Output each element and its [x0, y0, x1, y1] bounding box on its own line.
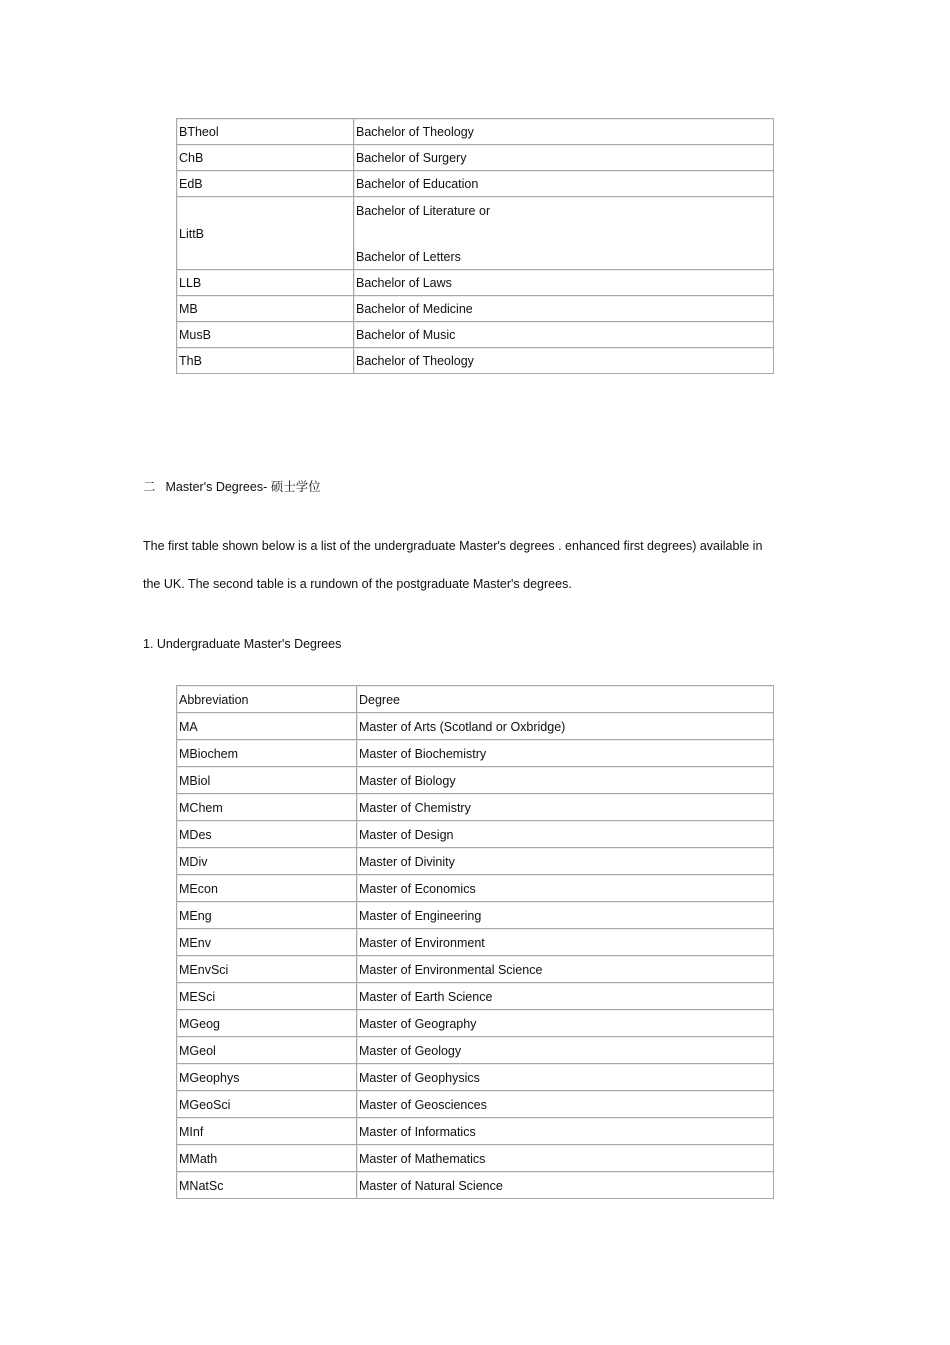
table-row — [177, 713, 773, 739]
table-row — [177, 794, 773, 820]
degree-cell: Master of Environment — [357, 929, 773, 955]
intro-paragraph-line-2: the UK. The second table is a rundown of the postgraduate Master's degrees. — [143, 577, 572, 591]
degree-cell: Master of Biochemistry — [357, 740, 773, 766]
degree-cell: Master of Informatics — [357, 1118, 773, 1144]
table-row — [177, 1037, 773, 1063]
abbreviation-cell: LittB — [177, 197, 353, 269]
degree-cell — [354, 197, 773, 269]
table-row — [177, 1091, 773, 1117]
table-row — [177, 767, 773, 793]
table-row — [177, 322, 773, 347]
abbreviation-cell: MB — [177, 296, 353, 321]
degree-line-1: Bachelor of Literature or — [356, 203, 491, 218]
table-row — [177, 983, 773, 1009]
abbreviation-cell: ChB — [177, 145, 353, 170]
degree-cell: Master of Arts (Scotland or Oxbridge) — [357, 713, 773, 739]
abbreviation-cell: MESci — [177, 983, 356, 1009]
abbreviation-cell: MusB — [177, 322, 353, 347]
abbreviation-cell: MGeog — [177, 1010, 356, 1036]
table-row — [177, 119, 773, 144]
abbreviation-cell: MMath — [177, 1145, 356, 1171]
abbreviation-cell: MEnv — [177, 929, 356, 955]
degree-cell: Master of Geology — [357, 1037, 773, 1063]
abbreviation-cell: MEnvSci — [177, 956, 356, 982]
bachelor-degrees-table — [176, 118, 774, 374]
section-heading — [143, 477, 321, 495]
table-row — [177, 929, 773, 955]
table-row — [177, 875, 773, 901]
abbreviation-cell: MBiochem — [177, 740, 356, 766]
degree-cell: Master of Divinity — [357, 848, 773, 874]
table-header-row — [177, 686, 773, 712]
table-row — [177, 270, 773, 295]
abbreviation-cell: MGeophys — [177, 1064, 356, 1090]
undergrad-masters-table — [176, 685, 774, 1199]
abbreviation-cell: MNatSc — [177, 1172, 356, 1198]
section-number: 二 — [143, 480, 156, 494]
degree-cell: Master of Environmental Science — [357, 956, 773, 982]
abbreviation-cell: MDiv — [177, 848, 356, 874]
degree-line-2: Bachelor of Letters — [356, 249, 461, 264]
section-title: Master's Degrees- 硕士学位 — [165, 480, 321, 494]
degree-cell: Master of Biology — [357, 767, 773, 793]
table-row — [177, 348, 773, 373]
abbreviation-cell: MEng — [177, 902, 356, 928]
degree-cell: Master of Geosciences — [357, 1091, 773, 1117]
degree-cell: Master of Design — [357, 821, 773, 847]
abbreviation-cell: MInf — [177, 1118, 356, 1144]
degree-cell: Bachelor of Surgery — [354, 145, 773, 170]
degree-cell: Master of Chemistry — [357, 794, 773, 820]
table-row — [177, 956, 773, 982]
degree-cell: Bachelor of Music — [354, 322, 773, 347]
table-row — [177, 1010, 773, 1036]
degree-cell: Bachelor of Theology — [354, 348, 773, 373]
abbreviation-cell: LLB — [177, 270, 353, 295]
table-row — [177, 197, 773, 269]
table-row — [177, 171, 773, 196]
abbreviation-cell: BTheol — [177, 119, 353, 144]
abbreviation-header: Abbreviation — [177, 686, 356, 712]
abbreviation-cell: EdB — [177, 171, 353, 196]
abbreviation-cell: MA — [177, 713, 356, 739]
degree-header: Degree — [357, 686, 773, 712]
abbreviation-cell: MBiol — [177, 767, 356, 793]
table-row — [177, 296, 773, 321]
degree-cell: Bachelor of Medicine — [354, 296, 773, 321]
table-row — [177, 145, 773, 170]
intro-paragraph-line-1: The first table shown below is a list of the undergraduate Master's degrees . enhanced first degrees) available in — [143, 539, 763, 553]
degree-cell: Master of Earth Science — [357, 983, 773, 1009]
degree-cell: Bachelor of Education — [354, 171, 773, 196]
degree-cell: Master of Geography — [357, 1010, 773, 1036]
table-row — [177, 902, 773, 928]
table-row — [177, 1118, 773, 1144]
table-row — [177, 848, 773, 874]
table-row — [177, 1064, 773, 1090]
table-row — [177, 740, 773, 766]
degree-cell: Master of Engineering — [357, 902, 773, 928]
abbreviation-cell: ThB — [177, 348, 353, 373]
abbreviation-cell: MEcon — [177, 875, 356, 901]
table-row — [177, 1172, 773, 1198]
abbreviation-cell: MChem — [177, 794, 356, 820]
abbreviation-cell: MGeoSci — [177, 1091, 356, 1117]
abbreviation-cell: MDes — [177, 821, 356, 847]
table-row — [177, 821, 773, 847]
degree-cell: Bachelor of Theology — [354, 119, 773, 144]
degree-cell: Master of Geophysics — [357, 1064, 773, 1090]
degree-cell: Master of Mathematics — [357, 1145, 773, 1171]
degree-cell: Master of Economics — [357, 875, 773, 901]
degree-cell: Master of Natural Science — [357, 1172, 773, 1198]
abbreviation-cell: MGeol — [177, 1037, 356, 1063]
table-row — [177, 1145, 773, 1171]
subsection-heading: 1. Undergraduate Master's Degrees — [143, 637, 342, 651]
degree-cell: Bachelor of Laws — [354, 270, 773, 295]
